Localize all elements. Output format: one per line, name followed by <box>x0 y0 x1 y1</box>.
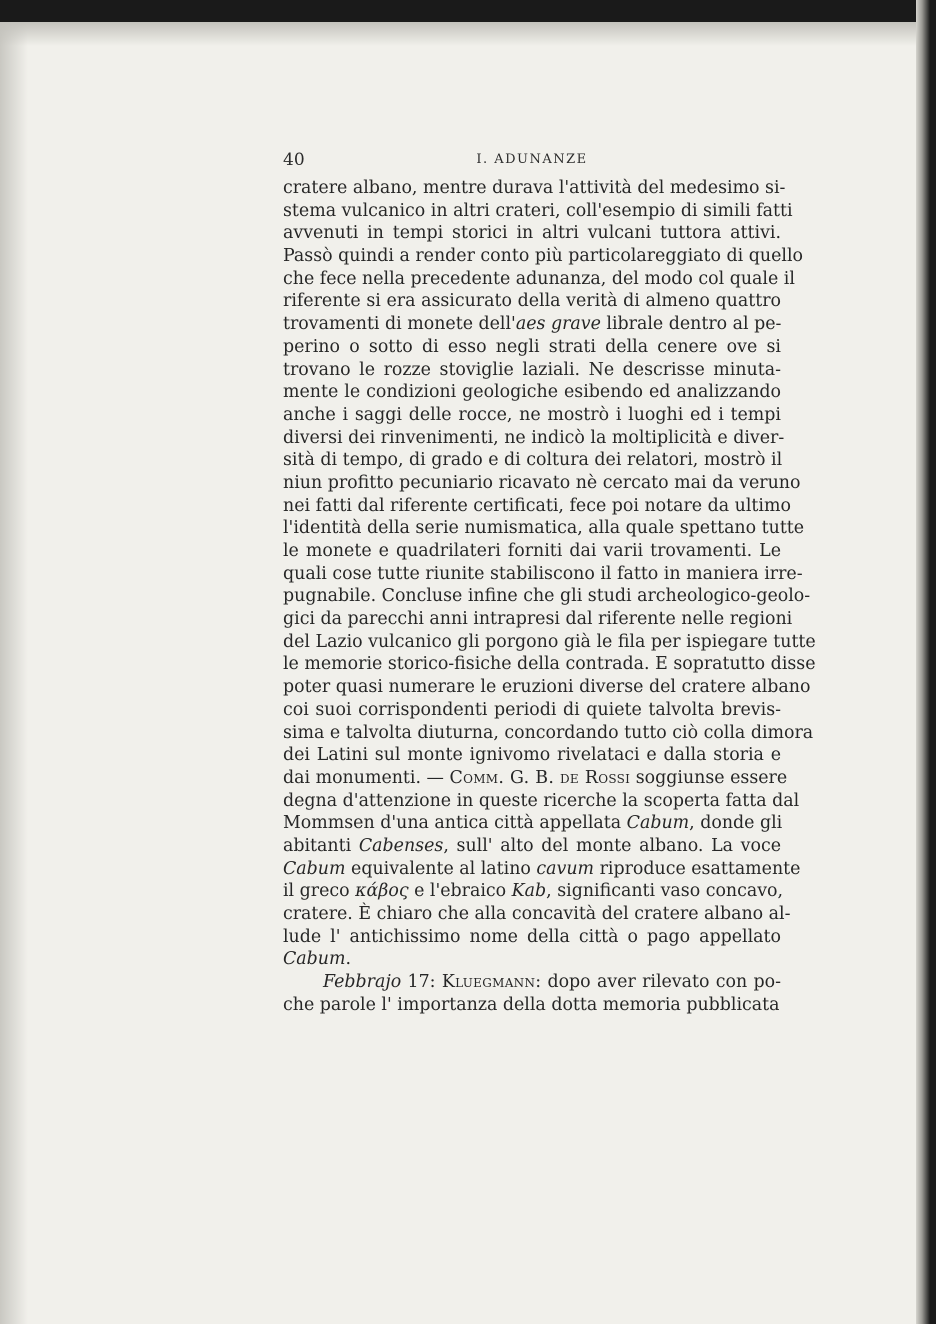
text-span: , significanti vaso concavo, <box>546 881 784 902</box>
text-line <box>283 948 781 971</box>
text-span: che parole l' importanza della dotta memoria pubblicata <box>283 994 780 1015</box>
body-text <box>283 177 816 1016</box>
text-span: Cabenses <box>358 835 444 856</box>
text-line <box>283 290 781 313</box>
text-line <box>283 427 785 450</box>
text-span: abitanti <box>283 835 359 856</box>
text-span: sima e talvolta diuturna, concordando tutto ciò colla dimora <box>283 722 814 743</box>
text-span: soggiunse essere <box>630 767 788 788</box>
text-line <box>283 381 781 404</box>
text-line <box>283 631 816 654</box>
page-top-shadow <box>0 22 920 46</box>
text-span: avvenuti in tempi storici in altri vulcani tuttora attivi. <box>283 223 781 244</box>
text-span: Cabum <box>626 813 690 834</box>
text-span: il greco <box>283 881 356 902</box>
text-span: anche i saggi delle rocce, ne mostrò i luoghi ed i tempi <box>283 404 781 425</box>
page-binding-shadow <box>0 22 28 1324</box>
text-span: cratere albano, mentre durava l'attività del medesimo si- <box>283 178 786 198</box>
text-span: equivalente al latino <box>345 858 537 879</box>
text-span: dai monumenti. — <box>283 767 450 788</box>
text-span: 17: <box>401 972 442 993</box>
text-line <box>283 926 781 949</box>
text-line <box>283 971 781 994</box>
text-line <box>283 812 781 835</box>
text-span: sità di tempo, di grado e di coltura dei relatori, mostrò il <box>283 450 783 471</box>
text-line <box>283 359 781 382</box>
text-span: e l'ebraico <box>408 881 512 902</box>
text-line <box>283 994 781 1017</box>
text-line <box>283 903 791 926</box>
text-span: κάβος <box>355 881 409 902</box>
text-span: Cabum <box>283 949 346 970</box>
text-span: cratere. È chiaro che alla concavità del cratere albano al- <box>283 904 791 924</box>
text-span: : dopo aver rilevato con po- <box>535 972 781 993</box>
text-span: quali cose tutte riunite stabiliscono il fatto in maniera irre- <box>283 563 803 584</box>
text-line <box>283 313 781 336</box>
text-span: riferente si era assicurato della verità di almeno quattro <box>283 291 781 312</box>
text-line <box>283 858 801 881</box>
text-line <box>283 404 781 427</box>
text-line <box>283 517 805 540</box>
text-line <box>283 449 781 472</box>
text-line <box>283 540 781 563</box>
text-line <box>283 336 781 359</box>
text-span: del Lazio vulcanico gli porgono già le fila per ispiegare tutte <box>283 631 816 652</box>
text-span: poter quasi numerare le eruzioni diverse del cratere albano <box>283 677 811 698</box>
page-number: 40 <box>283 150 305 170</box>
page-right-edge <box>916 0 936 1324</box>
text-span: Kab <box>511 881 547 902</box>
text-line <box>283 653 816 676</box>
text-line <box>283 744 781 767</box>
text-span: le memorie storico-fisiche della contrada. E sopratutto disse <box>283 654 816 675</box>
running-title: I. ADUNANZE <box>476 152 588 167</box>
text-span: lude l' antichissimo nome della città o pago appellato <box>283 926 781 947</box>
text-span: , sull' alto del monte albano. La voce <box>443 835 782 856</box>
text-span: l'identità della serie numismatica, alla quale spettano tutte <box>283 518 805 539</box>
text-line <box>283 767 788 790</box>
text-span: librale dentro al pe- <box>600 314 782 335</box>
text-span: gici da parecchi anni intrapresi dal riferente nelle regioni <box>283 609 793 630</box>
text-line <box>283 177 786 200</box>
text-line <box>283 835 781 858</box>
text-line <box>283 268 795 291</box>
text-line <box>283 676 811 699</box>
text-span: trovamenti di monete dell' <box>283 314 516 335</box>
text-span: nei fatti dal riferente certificati, fece poi notare da ultimo <box>283 495 791 516</box>
text-span: aes grave <box>515 314 601 335</box>
text-line <box>283 722 814 745</box>
text-span: mente le condizioni geologiche esibendo ed analizzando <box>283 382 781 403</box>
text-span: Comm. G. B. de Rossi <box>449 767 631 788</box>
text-span: diversi dei rinvenimenti, ne indicò la moltiplicità e diver- <box>283 427 785 448</box>
text-line <box>283 563 803 586</box>
text-span: che fece nella precedente adunanza, del modo col quale il <box>283 268 795 289</box>
text-line <box>283 880 784 903</box>
text-span: trovano le rozze stoviglie laziali. Ne descrisse minuta- <box>283 359 781 380</box>
text-span: perino o sotto di esso negli strati della cenere ove si <box>283 336 781 357</box>
text-span: Cabum <box>283 858 346 879</box>
text-span: . <box>345 949 352 970</box>
text-span: Mommsen d'una antica città appellata <box>283 813 627 834</box>
text-span: cavum <box>536 858 595 879</box>
text-span: dei Latini sul monte ignivomo rivelataci e dalla storia e <box>283 745 781 766</box>
page-header <box>283 150 781 172</box>
text-line <box>283 200 793 223</box>
text-line <box>283 472 801 495</box>
text-line <box>283 608 793 631</box>
text-span: niun profitto pecuniario ricavato nè cercato mai da veruno <box>283 472 801 493</box>
text-line <box>283 245 803 268</box>
text-span: le monete e quadrilateri forniti dai varii trovamenti. Le <box>283 541 781 561</box>
text-line <box>283 222 781 245</box>
text-span: pugnabile. Concluse infine che gli studi archeologico-geolo- <box>283 586 811 607</box>
text-line <box>283 495 791 518</box>
text-line <box>283 699 781 722</box>
text-span: , donde gli <box>689 813 783 834</box>
text-span: riproduce esattamente <box>594 858 801 879</box>
text-span: coi suoi corrispondenti periodi di quiete talvolta brevis- <box>283 699 781 720</box>
text-span: Kluegmann <box>441 972 536 993</box>
text-span: Passò quindi a render conto più particolareggiato di quello <box>283 246 803 267</box>
text-span: Febbrajo <box>323 972 402 993</box>
text-line <box>283 790 800 813</box>
text-span: degna d'attenzione in queste ricerche la scoperta fatta dal <box>283 790 800 811</box>
text-span: stema vulcanico in altri crateri, coll'esempio di simili fatti <box>283 200 793 221</box>
text-line <box>283 585 811 608</box>
